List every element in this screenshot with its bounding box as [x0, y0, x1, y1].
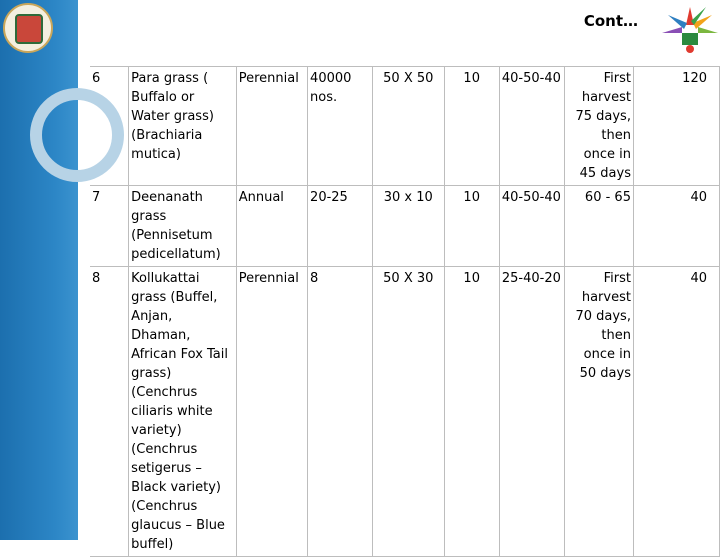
cuttings: 10 [444, 67, 499, 186]
life-cycle: Perennial [236, 67, 307, 186]
npk-dose: 25-40-20 [499, 267, 564, 557]
row-number: 8 [90, 267, 129, 557]
spacing: 30 x 10 [373, 186, 445, 267]
table-row [90, 186, 720, 267]
naip-logo-icon [660, 3, 720, 55]
seed-rate: 40000 nos. [308, 67, 373, 186]
row-number: 7 [90, 186, 129, 267]
institution-emblem-icon [3, 3, 53, 53]
seed-rate: 20-25 [308, 186, 373, 267]
left-decorative-band [0, 0, 78, 540]
emblem-shield [15, 14, 43, 44]
crop-name: Deenanath grass (Pennisetum pedicellatum) [129, 186, 237, 267]
npk-dose: 40-50-40 [499, 67, 564, 186]
table-row [90, 267, 720, 557]
slide-title: Cont… [583, 12, 638, 30]
harvest-schedule: First harvest 70 days, then once in 50 days [564, 267, 633, 557]
yield: 120 [633, 67, 719, 186]
spacing: 50 X 50 [373, 67, 445, 186]
harvest-schedule: First harvest 75 days, then once in 45 days [564, 67, 633, 186]
yield: 40 [633, 186, 719, 267]
table-row [90, 67, 720, 186]
cuttings: 10 [444, 267, 499, 557]
crop-name: Para grass ( Buffalo or Water grass) (Brachiaria mutica) [129, 67, 237, 186]
forage-crops-table [90, 66, 720, 557]
life-cycle: Annual [236, 186, 307, 267]
cuttings: 10 [444, 186, 499, 267]
harvest-schedule: 60 - 65 [564, 186, 633, 267]
crop-name: Kollukattai grass (Buffel, Anjan, Dhaman, African Fox Tail grass) (Cenchrus ciliaris white variety) (Cenchrus setigerus – Black variety) (Cenchrus glaucus – Blue buffel) [129, 267, 237, 557]
npk-dose: 40-50-40 [499, 186, 564, 267]
spacing: 50 X 30 [373, 267, 445, 557]
row-number: 6 [90, 67, 129, 186]
seed-rate: 8 [308, 267, 373, 557]
yield: 40 [633, 267, 719, 557]
life-cycle: Perennial [236, 267, 307, 557]
